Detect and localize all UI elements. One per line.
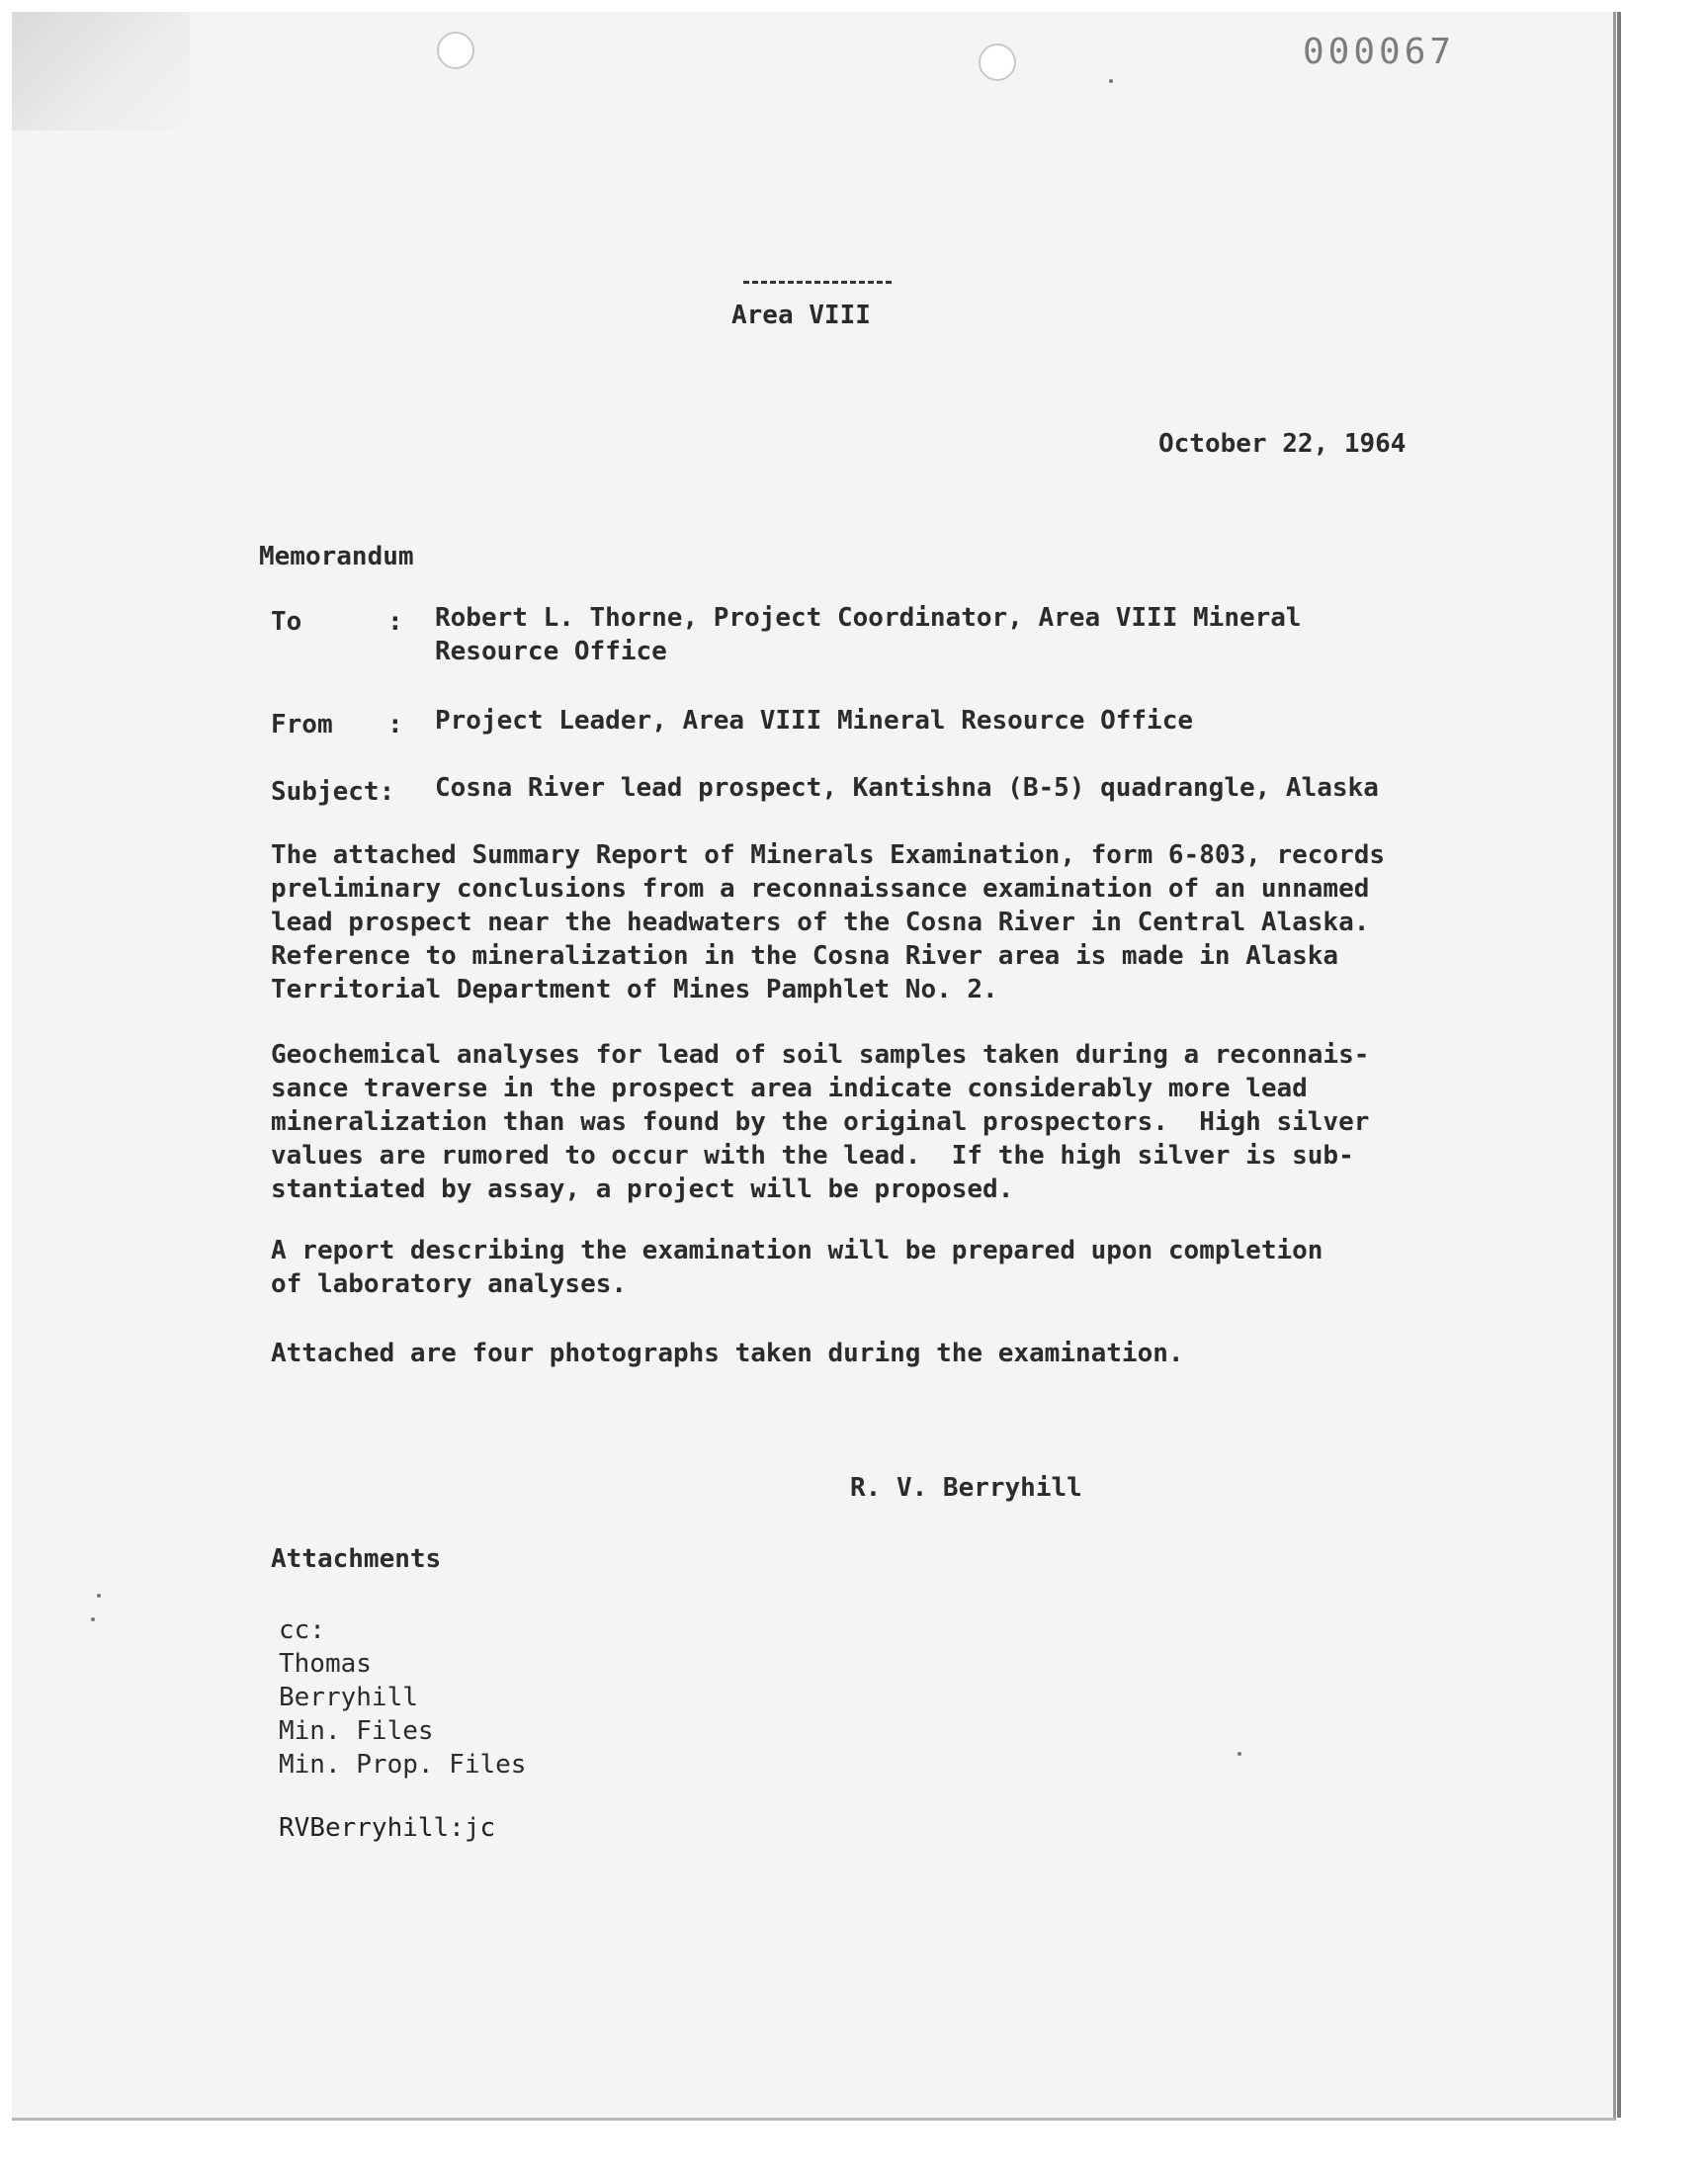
body-paragraph-1: The attached Summary Report of Minerals Examination, form 6-803, records preliminary conclusions from a reconnaissance examination of an unnamed lead prospect near the headwaters of the Cosna River in Central Alaska. Reference to mineralization in the Cosna River area is made in Alaska Territorial Department of Mines Pamphlet No. 2. bbox=[271, 840, 1386, 1004]
cc-label: cc: bbox=[279, 1615, 325, 1645]
punch-hole-left bbox=[437, 32, 474, 69]
subject-value: Cosna River lead prospect, Kantishna (B-5) quadrangle, Alaska bbox=[435, 773, 1379, 803]
typist-initials: RVBerryhill:jc bbox=[279, 1813, 496, 1843]
scan-speck bbox=[1238, 1752, 1241, 1756]
cc-recipient: Thomas bbox=[279, 1649, 372, 1679]
page-edge-shadow bbox=[1617, 12, 1621, 2118]
from-colon: : bbox=[387, 710, 403, 740]
cc-recipient: Min. Prop. Files bbox=[279, 1750, 527, 1780]
cc-block bbox=[279, 1613, 526, 1782]
attachments-label: Attachments bbox=[271, 1544, 442, 1574]
body-paragraph-4: Attached are four photographs taken during the examination. bbox=[271, 1339, 1184, 1368]
document-number-stamp: 000067 bbox=[1303, 32, 1456, 72]
scan-speck bbox=[1109, 79, 1113, 83]
scan-speck bbox=[97, 1594, 101, 1598]
memo-date: October 22, 1964 bbox=[1158, 429, 1407, 459]
from-value: Project Leader, Area VIII Mineral Resource Office bbox=[435, 706, 1194, 736]
memo-type: Memorandum bbox=[259, 542, 414, 571]
signature: R. V. Berryhill bbox=[850, 1473, 1082, 1503]
cc-recipient: Min. Files bbox=[279, 1716, 434, 1746]
punch-hole-right bbox=[979, 44, 1016, 81]
subject-label: Subject: bbox=[271, 777, 395, 807]
to-colon: : bbox=[387, 607, 403, 637]
heading-rule bbox=[743, 281, 892, 284]
from-label: From bbox=[271, 710, 333, 740]
document-page bbox=[12, 12, 1616, 2121]
scan-speck bbox=[91, 1617, 95, 1621]
to-label: To bbox=[271, 607, 302, 637]
to-line-1: Robert L. Thorne, Project Coordinator, Area VIII Mineral bbox=[435, 603, 1302, 633]
to-line-2: Resource Office bbox=[435, 637, 667, 666]
body-paragraph-2: Geochemical analyses for lead of soil samples taken during a reconnais- sance traverse in the prospect area indicate considerably more lead mineralization than was found by the original prospectors. High silver values are rumored to occur with the lead. If the high silver is sub- stantiated by assay, a project will be proposed. bbox=[271, 1040, 1370, 1204]
page-curl bbox=[12, 12, 190, 130]
body-paragraph-3: A report describing the examination will be prepared upon completion of laboratory analyses. bbox=[271, 1236, 1324, 1299]
area-heading: Area VIII bbox=[731, 301, 871, 330]
cc-recipient: Berryhill bbox=[279, 1683, 418, 1712]
